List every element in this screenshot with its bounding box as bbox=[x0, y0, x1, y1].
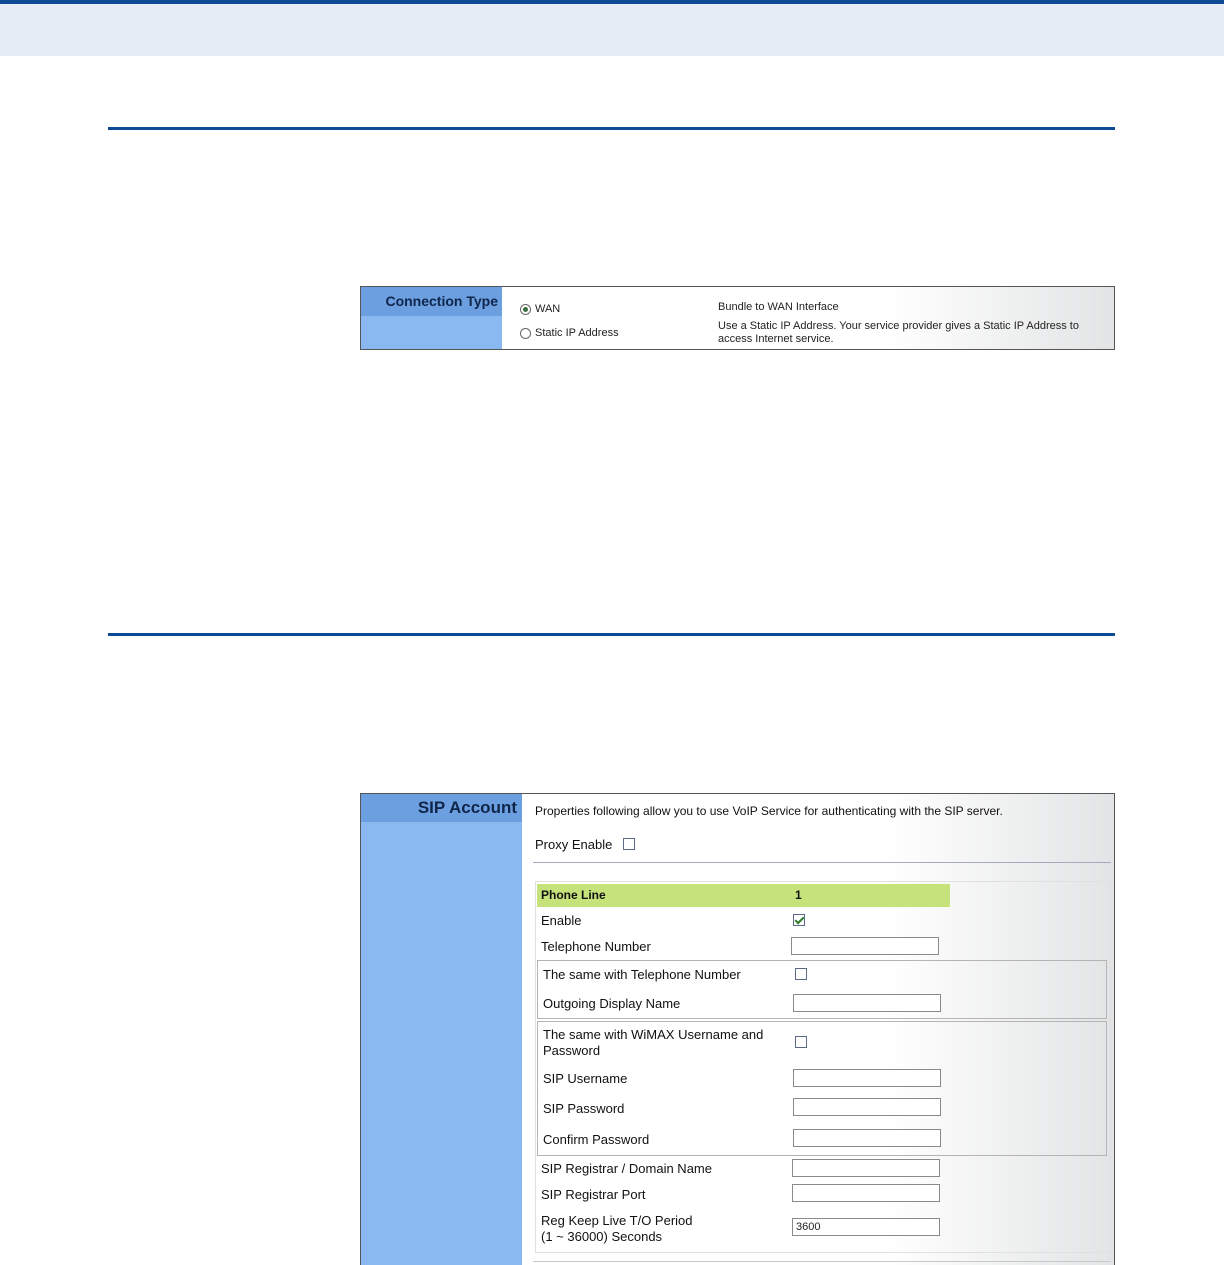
wan-radio[interactable] bbox=[520, 304, 531, 315]
proxy-enable-label: Proxy Enable bbox=[535, 837, 613, 852]
sip-username-input[interactable] bbox=[793, 1069, 941, 1087]
enable-label: Enable bbox=[541, 913, 582, 928]
sip-password-label: SIP Password bbox=[543, 1101, 625, 1116]
section-rule-2 bbox=[108, 633, 1115, 636]
connection-type-sidebar bbox=[361, 287, 502, 349]
sip-account-panel bbox=[360, 793, 1115, 1265]
telephone-number-input[interactable] bbox=[791, 937, 939, 955]
sip-registrar-label: SIP Registrar / Domain Name bbox=[541, 1161, 712, 1176]
sip-registrar-port-input[interactable] bbox=[792, 1184, 940, 1202]
sip-registrar-input[interactable] bbox=[792, 1159, 940, 1177]
same-with-telephone-label: The same with Telephone Number bbox=[543, 967, 741, 982]
outgoing-display-name-label: Outgoing Display Name bbox=[543, 996, 681, 1011]
static-ip-radio[interactable] bbox=[520, 328, 531, 339]
static-ip-label: Static IP Address bbox=[535, 327, 619, 339]
same-with-wimax-label-line1: The same with WiMAX Username and bbox=[543, 1027, 764, 1042]
same-with-wimax-label-line2: Password bbox=[543, 1043, 601, 1058]
sip-account-sidebar bbox=[361, 794, 522, 1265]
confirm-password-label: Confirm Password bbox=[543, 1132, 650, 1147]
same-with-telephone-checkbox[interactable] bbox=[795, 968, 807, 980]
static-ip-description-line1: Use a Static IP Address. Your service provider gives a Static IP Address to bbox=[718, 320, 1079, 332]
proxy-enable-checkbox[interactable] bbox=[623, 838, 635, 850]
phone-line-label: Phone Line bbox=[541, 888, 606, 902]
telephone-number-label: Telephone Number bbox=[541, 939, 651, 954]
reg-keep-live-label-line1: Reg Keep Live T/O Period bbox=[541, 1213, 693, 1228]
reg-keep-live-input[interactable] bbox=[792, 1218, 940, 1236]
phone-line-header bbox=[537, 884, 950, 907]
sip-username-label: SIP Username bbox=[543, 1071, 628, 1086]
phone-line-value: 1 bbox=[795, 888, 802, 902]
same-with-wimax-checkbox[interactable] bbox=[795, 1036, 807, 1048]
enable-checkbox[interactable] bbox=[793, 914, 805, 926]
wan-description: Bundle to WAN Interface bbox=[718, 301, 839, 313]
connection-type-panel bbox=[360, 286, 1115, 350]
sip-registrar-port-label: SIP Registrar Port bbox=[541, 1187, 646, 1202]
confirm-password-input[interactable] bbox=[793, 1129, 941, 1147]
separator bbox=[533, 862, 1111, 863]
sip-password-input[interactable] bbox=[793, 1098, 941, 1116]
page-header-band bbox=[0, 0, 1224, 56]
section-rule-1 bbox=[108, 127, 1115, 130]
reg-keep-live-label-line2: (1 ~ 36000) Seconds bbox=[541, 1229, 663, 1244]
bottom-separator bbox=[533, 1261, 1111, 1262]
wan-label: WAN bbox=[535, 303, 561, 315]
outgoing-display-name-input[interactable] bbox=[793, 994, 941, 1012]
static-ip-description-line2: access Internet service. bbox=[718, 333, 834, 345]
sip-account-title: SIP Account bbox=[361, 794, 522, 822]
connection-type-title: Connection Type bbox=[361, 287, 502, 316]
sip-intro-text: Properties following allow you to use VoIP Service for authenticating with the SIP server. bbox=[535, 804, 1003, 818]
